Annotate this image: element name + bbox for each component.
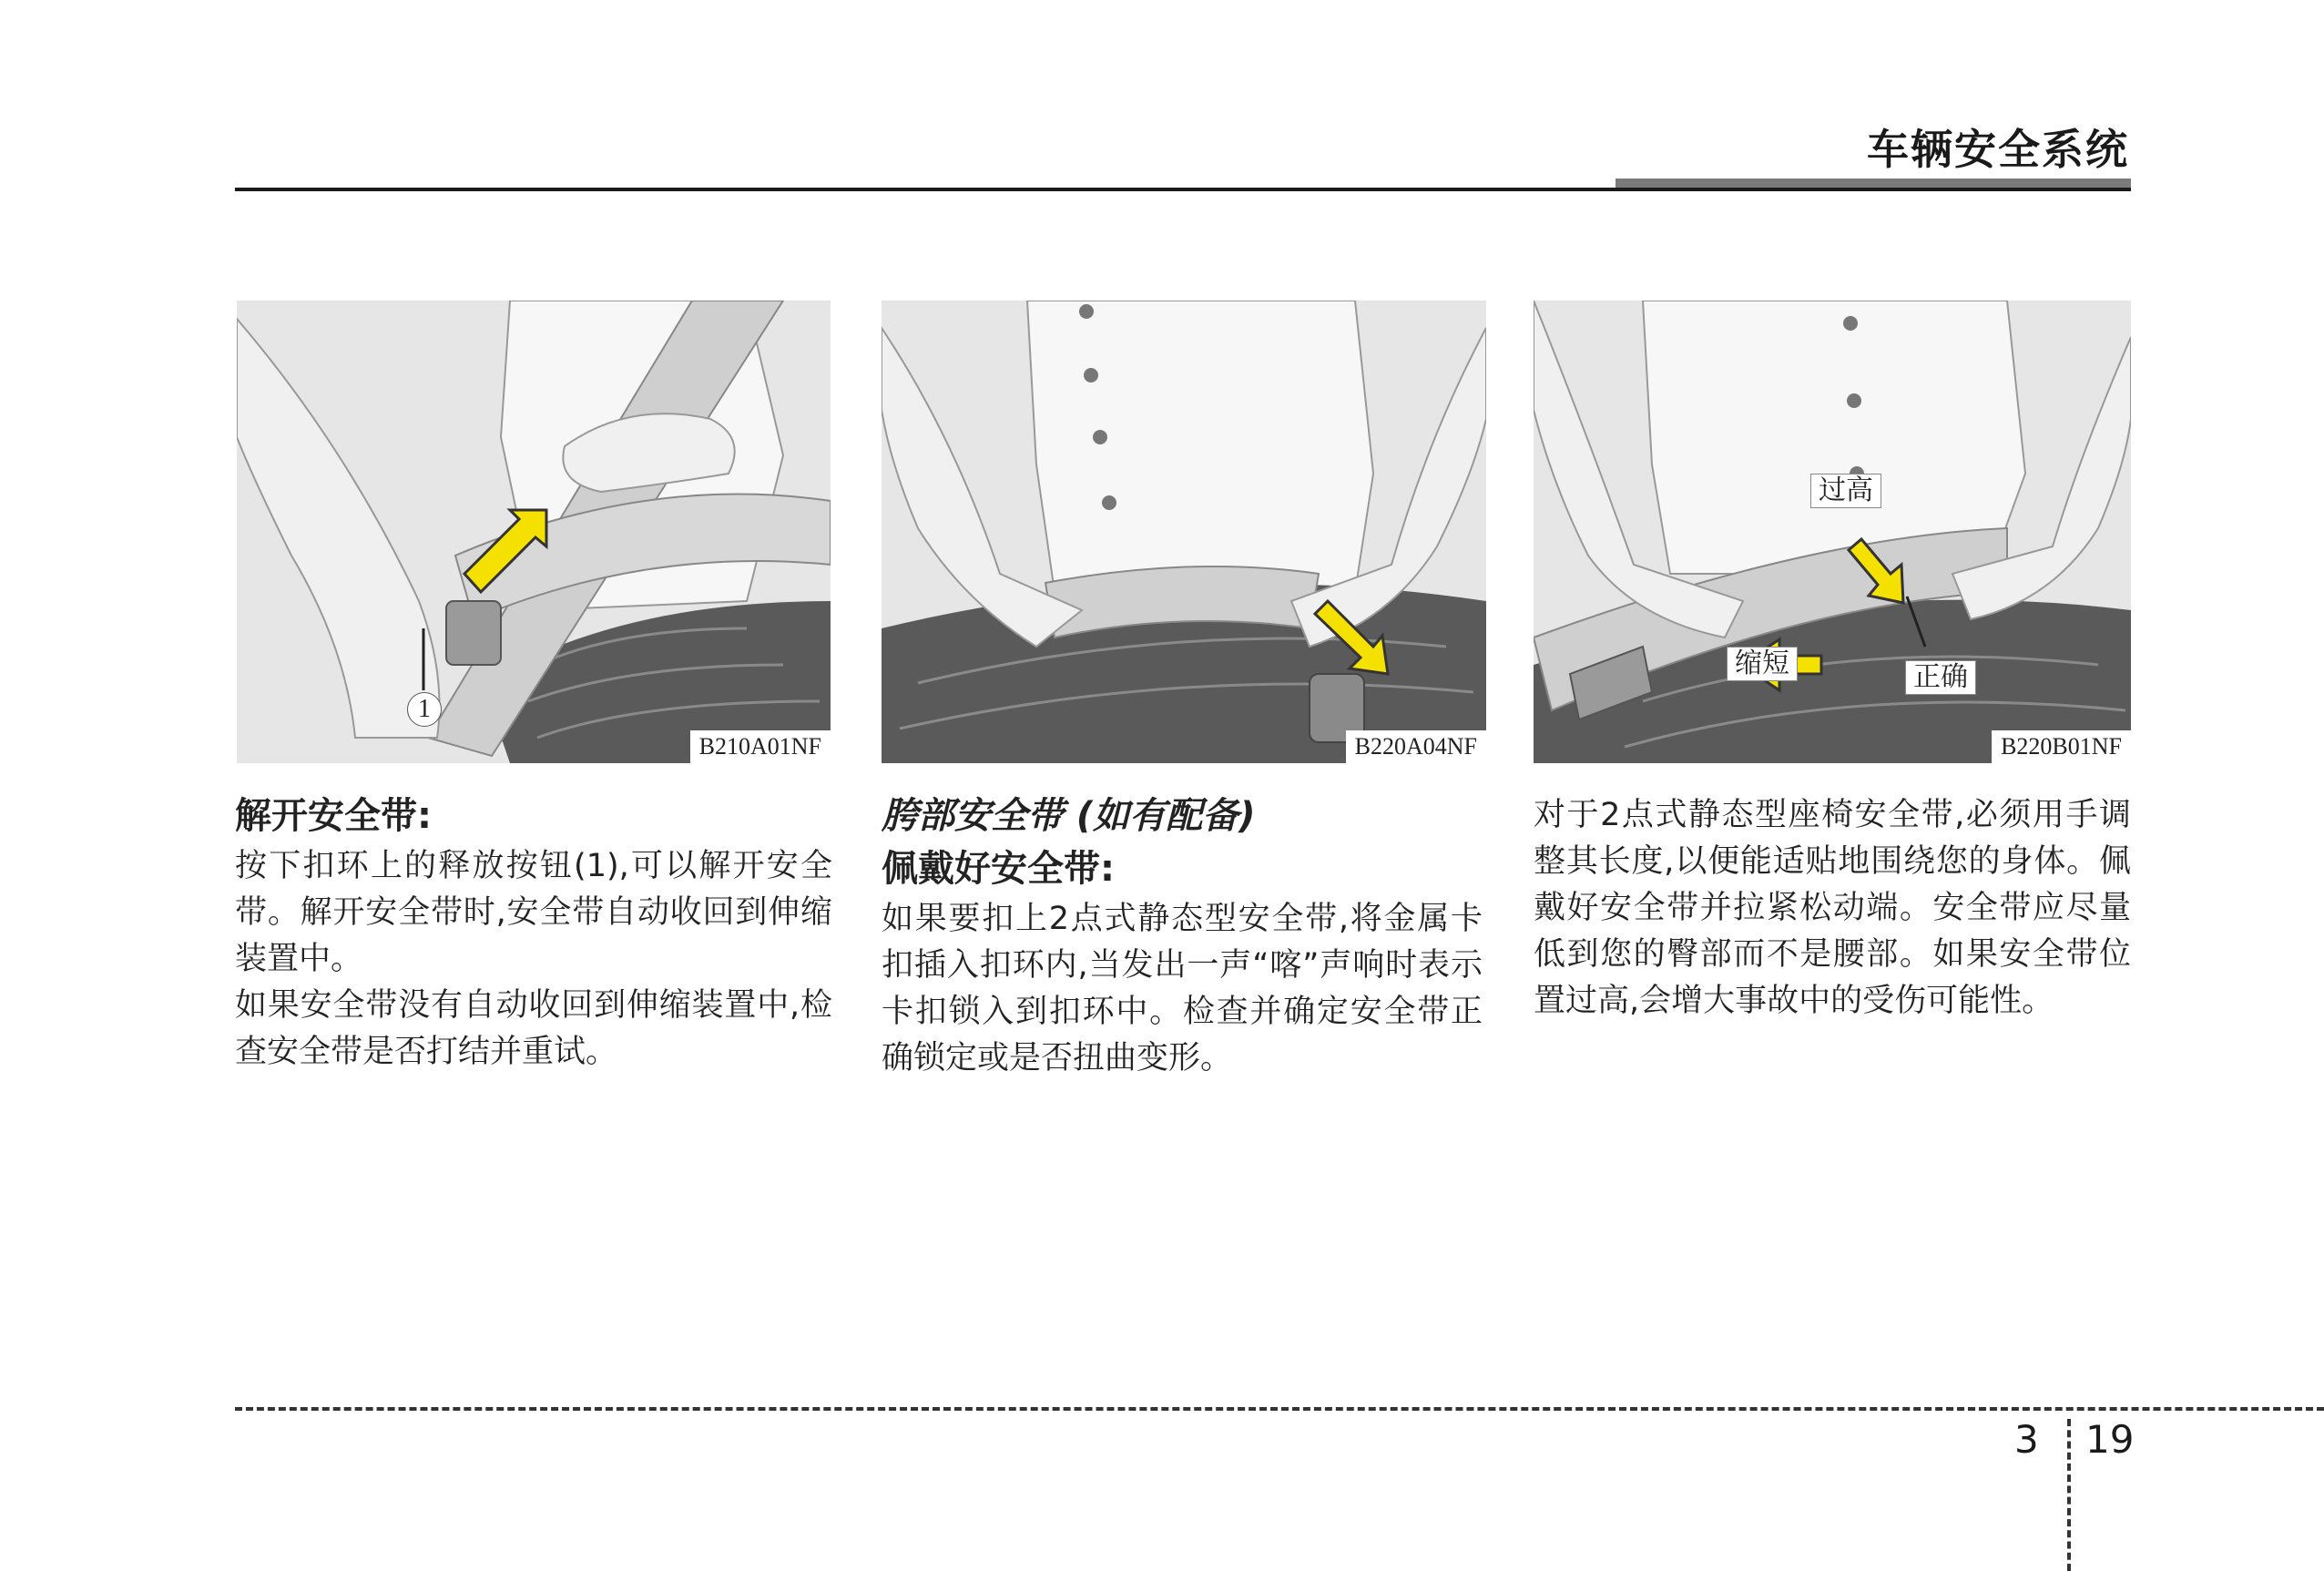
figure-code: B220B01NF	[1992, 730, 2131, 763]
page-number: 19	[2085, 1417, 2135, 1462]
illustration-fasten	[882, 301, 1486, 763]
section-lap-belt	[882, 791, 1483, 1082]
body-paragraph: 如果要扣上2点式静态型安全带,将金属卡扣插入扣环内,当发出一声“喀”声响时表示卡扣锁入到扣环中。检查并确定安全带正确锁定或是否扭曲变形。	[882, 901, 1483, 1076]
illustration-adjust	[1534, 301, 2131, 763]
figure-unfasten-belt	[237, 301, 831, 763]
body-paragraph: 对于2点式静态型座椅安全带,必须用手调整其长度,以便能适贴地围绕您的身体。佩戴好安全带并拉紧松动端。安全带应尽量低到您的臀部而不是腰部。如果安全带位置过高,会增大事故中的受伤可能性。	[1534, 797, 2131, 1019]
section-unfasten	[235, 791, 832, 1076]
figure-code: B210A01NF	[690, 730, 831, 763]
callout-number-1: 1	[407, 692, 442, 727]
body-paragraph: 如果安全带没有自动收回到伸缩装置中,检查安全带是否打结并重试。	[235, 987, 832, 1070]
section-adjust	[1534, 792, 2131, 1025]
figure-code: B220A04NF	[1346, 730, 1486, 763]
illustration-unfasten	[237, 301, 831, 763]
chapter-title: 车辆安全系统	[1867, 125, 2129, 174]
section-subtitle: 佩戴好安全带:	[882, 848, 1115, 890]
figure-fasten-lap-belt	[882, 301, 1486, 763]
header-rule	[235, 188, 2131, 191]
label-correct: 正确	[1905, 660, 1976, 695]
section-title: 解开安全带:	[235, 795, 432, 837]
section-title: 胯部安全带 (如有配备)	[882, 795, 1256, 837]
body-paragraph: 按下扣环上的释放按钮(1),可以解开安全带。解开安全带时,安全带自动收回到伸缩装置中。	[235, 848, 832, 977]
figure-adjust-belt	[1534, 301, 2131, 763]
label-too-high: 过高	[1810, 474, 1881, 508]
chapter-number: 3	[2014, 1417, 2039, 1462]
footer-divider	[235, 1407, 2324, 1411]
footer-vertical-divider	[2067, 1419, 2071, 1571]
label-shorten: 缩短	[1727, 647, 1798, 681]
